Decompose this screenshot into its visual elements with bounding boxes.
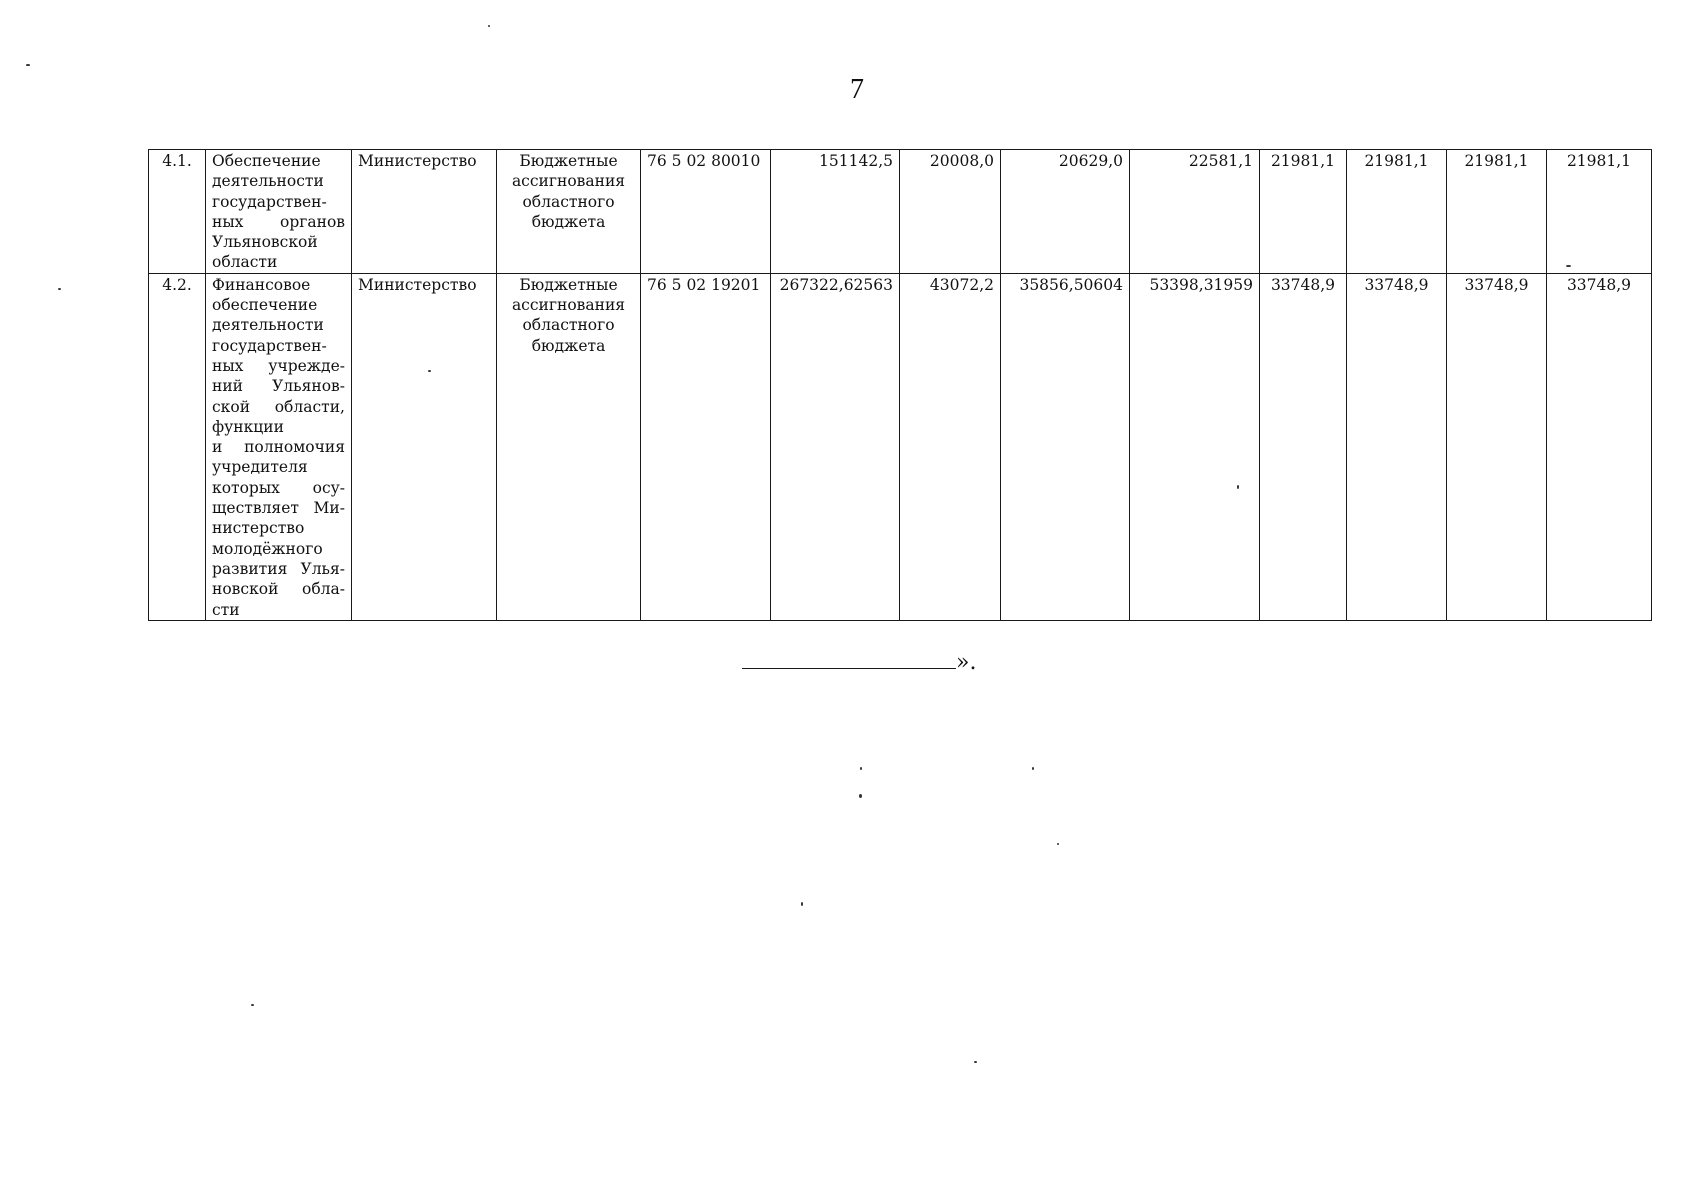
measure-name-line: функции [212,417,284,436]
measure-name-line: развития Улья- [212,559,345,578]
year-amount: 21981,1 [1464,152,1529,170]
scan-speck [488,25,490,27]
year-amount-cell [1130,273,1260,620]
measure-name-line: ний Ульянов- [212,377,345,396]
year-amount-cell [1001,150,1130,274]
measure-name-line: государствен- [212,336,327,355]
closing-mark: ». [956,650,977,675]
measure-name-line: деятельности [212,172,324,191]
total-amount: 267322,62563 [779,275,893,294]
year-amount-cell [1001,273,1130,620]
measure-name-line: которых осу- [212,478,345,497]
total-amount: 151142,5 [819,152,893,170]
year-amount-cell [900,150,1001,274]
total-amount-cell [771,273,900,620]
year-amount-cell [1547,150,1652,274]
row-number-cell [149,150,206,274]
budget-code-cell [641,273,771,620]
year-amount: 33748,9 [1364,275,1429,294]
scan-speck [26,64,30,66]
scan-speck [1032,767,1034,770]
table-body [149,150,1652,621]
total-amount-cell [771,150,900,274]
measure-name-line: деятельности [212,316,324,335]
measure-name-line: области [212,253,278,272]
funding-source-line: областного [522,316,615,335]
scan-speck [860,767,862,770]
funding-source-line: ассигнования [511,172,626,191]
year-amount-cell [1347,150,1447,274]
measure-name-line: ществляет Ми- [212,499,345,518]
year-amount-cell [1260,273,1347,620]
measure-name-line: Обеспечение [212,152,321,170]
funding-source-cell [497,273,641,620]
year-amount-cell [900,273,1001,620]
year-amount-cell [1130,150,1260,274]
scan-speck [58,288,61,290]
funding-source-cell [497,150,641,274]
year-amount-cell [1447,273,1547,620]
year-amount: 53398,31959 [1149,275,1253,294]
scan-speck [974,1061,977,1063]
year-amount-cell [1547,273,1652,620]
table-row [149,273,1652,620]
page-number: 7 [850,74,864,105]
executor-cell [352,273,497,620]
row-number: 4.2. [162,275,192,294]
measure-name-line: Финансовое [212,275,311,294]
year-amount: 20629,0 [1058,152,1123,170]
executor-text: Министерство [358,275,477,294]
year-amount: 20008,0 [929,152,994,170]
scan-speck [859,794,862,798]
measure-name-line: Ульяновской [212,233,318,252]
measure-name-line: молодёжного [212,539,323,558]
measure-name-cell [206,150,352,274]
year-amount: 33748,9 [1270,275,1336,294]
row-number: 4.1. [162,152,192,170]
measure-name-line: учредителя [212,458,308,477]
funding-source-line: Бюджетные [519,275,618,294]
year-amount-cell [1347,273,1447,620]
scan-speck [1566,265,1571,267]
closing-line [742,650,976,675]
budget-table [148,149,1652,621]
funding-source-line: ассигнования [511,296,626,315]
executor-cell [352,150,497,274]
closing-rule [742,650,956,669]
scan-speck [801,902,803,906]
measure-name-line: сти [212,600,240,619]
funding-source-line: Бюджетные [519,152,618,170]
year-amount: 35856,50604 [1019,275,1123,294]
funding-source-line: бюджета [531,212,606,231]
measure-name-line: и полномочия [212,438,345,457]
measure-name-line: ных учрежде- [212,356,345,375]
measure-name-line: нистерство [212,519,305,538]
year-amount-cell [1260,150,1347,274]
year-amount: 43072,2 [929,275,994,294]
year-amount: 21981,1 [1566,152,1632,170]
measure-name-cell [206,273,352,620]
measure-name-line: государствен- [212,192,327,211]
year-amount: 21981,1 [1364,152,1429,170]
scan-speck [1057,843,1059,845]
scan-speck [251,1004,254,1006]
year-amount: 33748,9 [1464,275,1529,294]
row-number-cell [149,273,206,620]
executor-text: Министерство [358,152,477,170]
year-amount-cell [1447,150,1547,274]
measure-name-line: ской области, [212,397,345,416]
measure-name-line: новской обла- [212,580,345,599]
budget-code: 76 5 02 80010 [647,152,761,170]
year-amount: 33748,9 [1566,275,1632,294]
funding-source-line: бюджета [531,336,606,355]
scan-speck [1237,485,1239,489]
measure-name-line: обеспечение [212,296,318,315]
budget-code: 76 5 02 19201 [647,275,761,294]
funding-source-line: областного [522,192,615,211]
budget-code-cell [641,150,771,274]
measure-name-line: ных органов [212,212,345,231]
year-amount: 21981,1 [1270,152,1336,170]
year-amount: 22581,1 [1188,152,1253,170]
table-row [149,150,1652,274]
scan-speck [428,370,431,372]
